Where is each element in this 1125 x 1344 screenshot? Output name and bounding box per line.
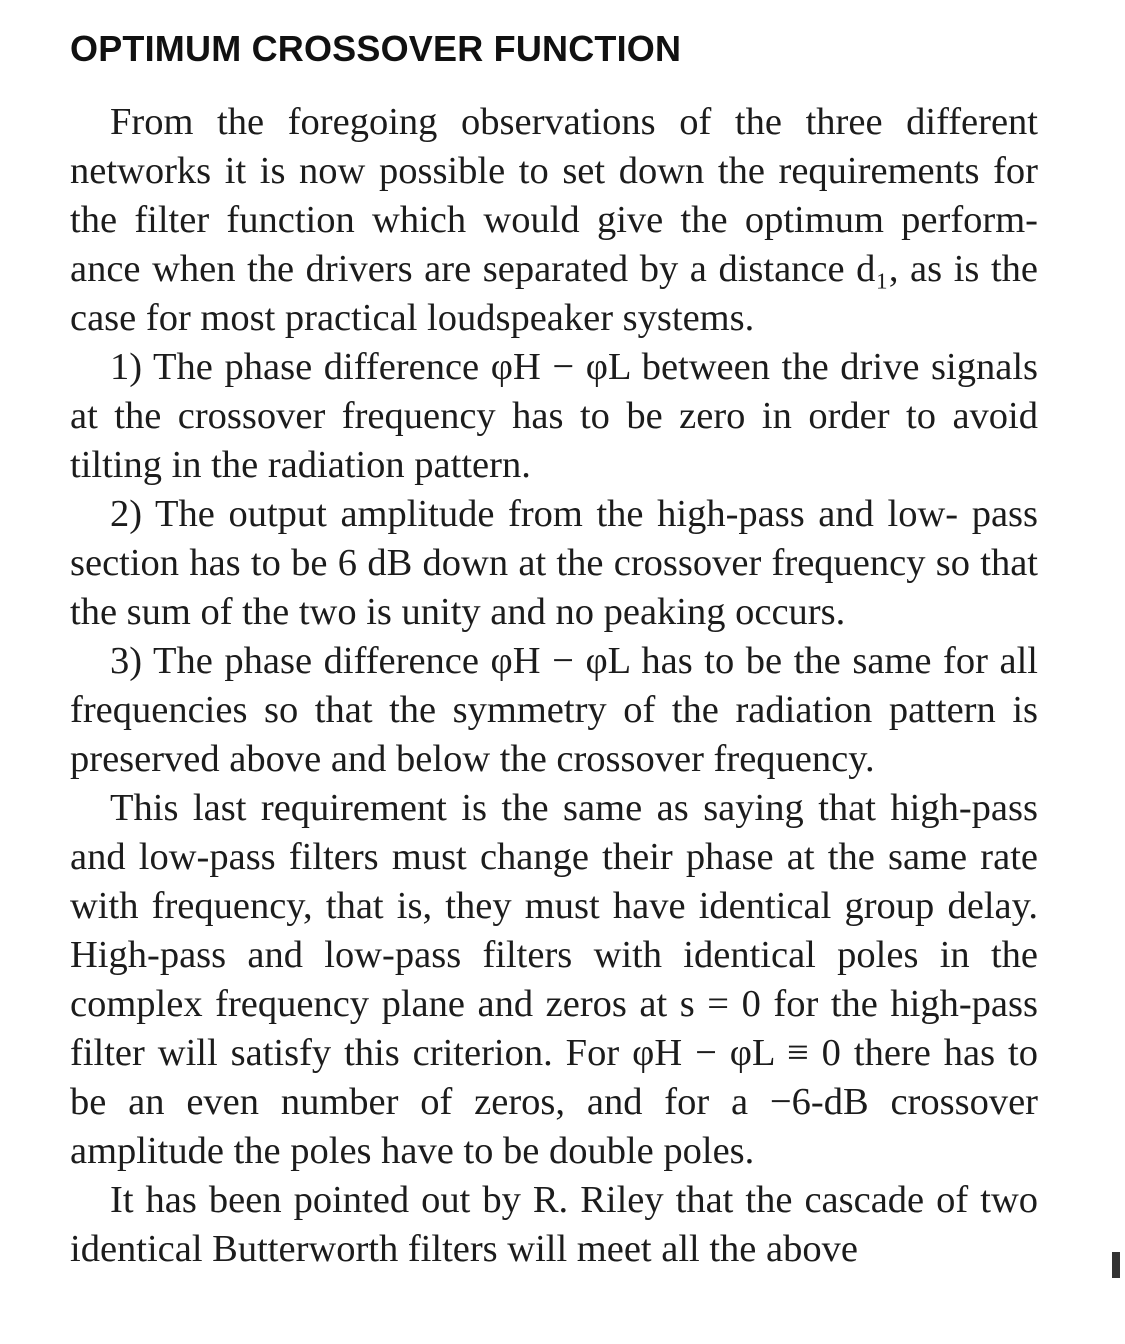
paragraph-requirement-2: 2) The output amplitude from the high-pass and low- pass section has to be 6 dB down at the crossover frequency so that the sum of the two is unity and no peaking occurs. — [70, 493, 1038, 633]
page-content — [70, 28, 1038, 1274]
paragraph-requirement-1: 1) The phase difference φH − φL between the drive signals at the crossover frequency has to be zero in order to avoid tilting in the radiation pattern. — [70, 346, 1038, 486]
paragraph-requirement-3: 3) The phase difference φH − φL has to be the same for all frequencies so that the symmetry of the radiation pattern is preserved above and below the crossover frequency. — [70, 640, 1038, 780]
page-edge-mark — [1112, 1252, 1120, 1278]
paragraph-riley: It has been pointed out by R. Riley that the cascade of two identical Butterworth filters will meet all the above — [70, 1179, 1038, 1270]
paragraph-intro: From the foregoing observations of the three different networks it is now possible to set down the requirements for the filter function which would give the optimum perform- ance when the drivers are separated by a distance d₁, as is the case for most practical loudspeaker systems. — [70, 101, 1038, 339]
section-heading: OPTIMUM CROSSOVER FUNCTION — [70, 28, 682, 69]
paragraph-group-delay: This last requirement is the same as saying that high-pass and low-pass filters must change their phase at the same rate with frequency, that is, they must have identical group delay. High-pass and low-pass filters with identical poles in the complex frequency plane and zeros at s = 0 for the high-pass filter will satisfy this criterion. For φH − φL ≡ 0 there has to be an even number of zeros, and for a −6-dB crossover amplitude the poles have to be double poles. — [70, 787, 1038, 1172]
